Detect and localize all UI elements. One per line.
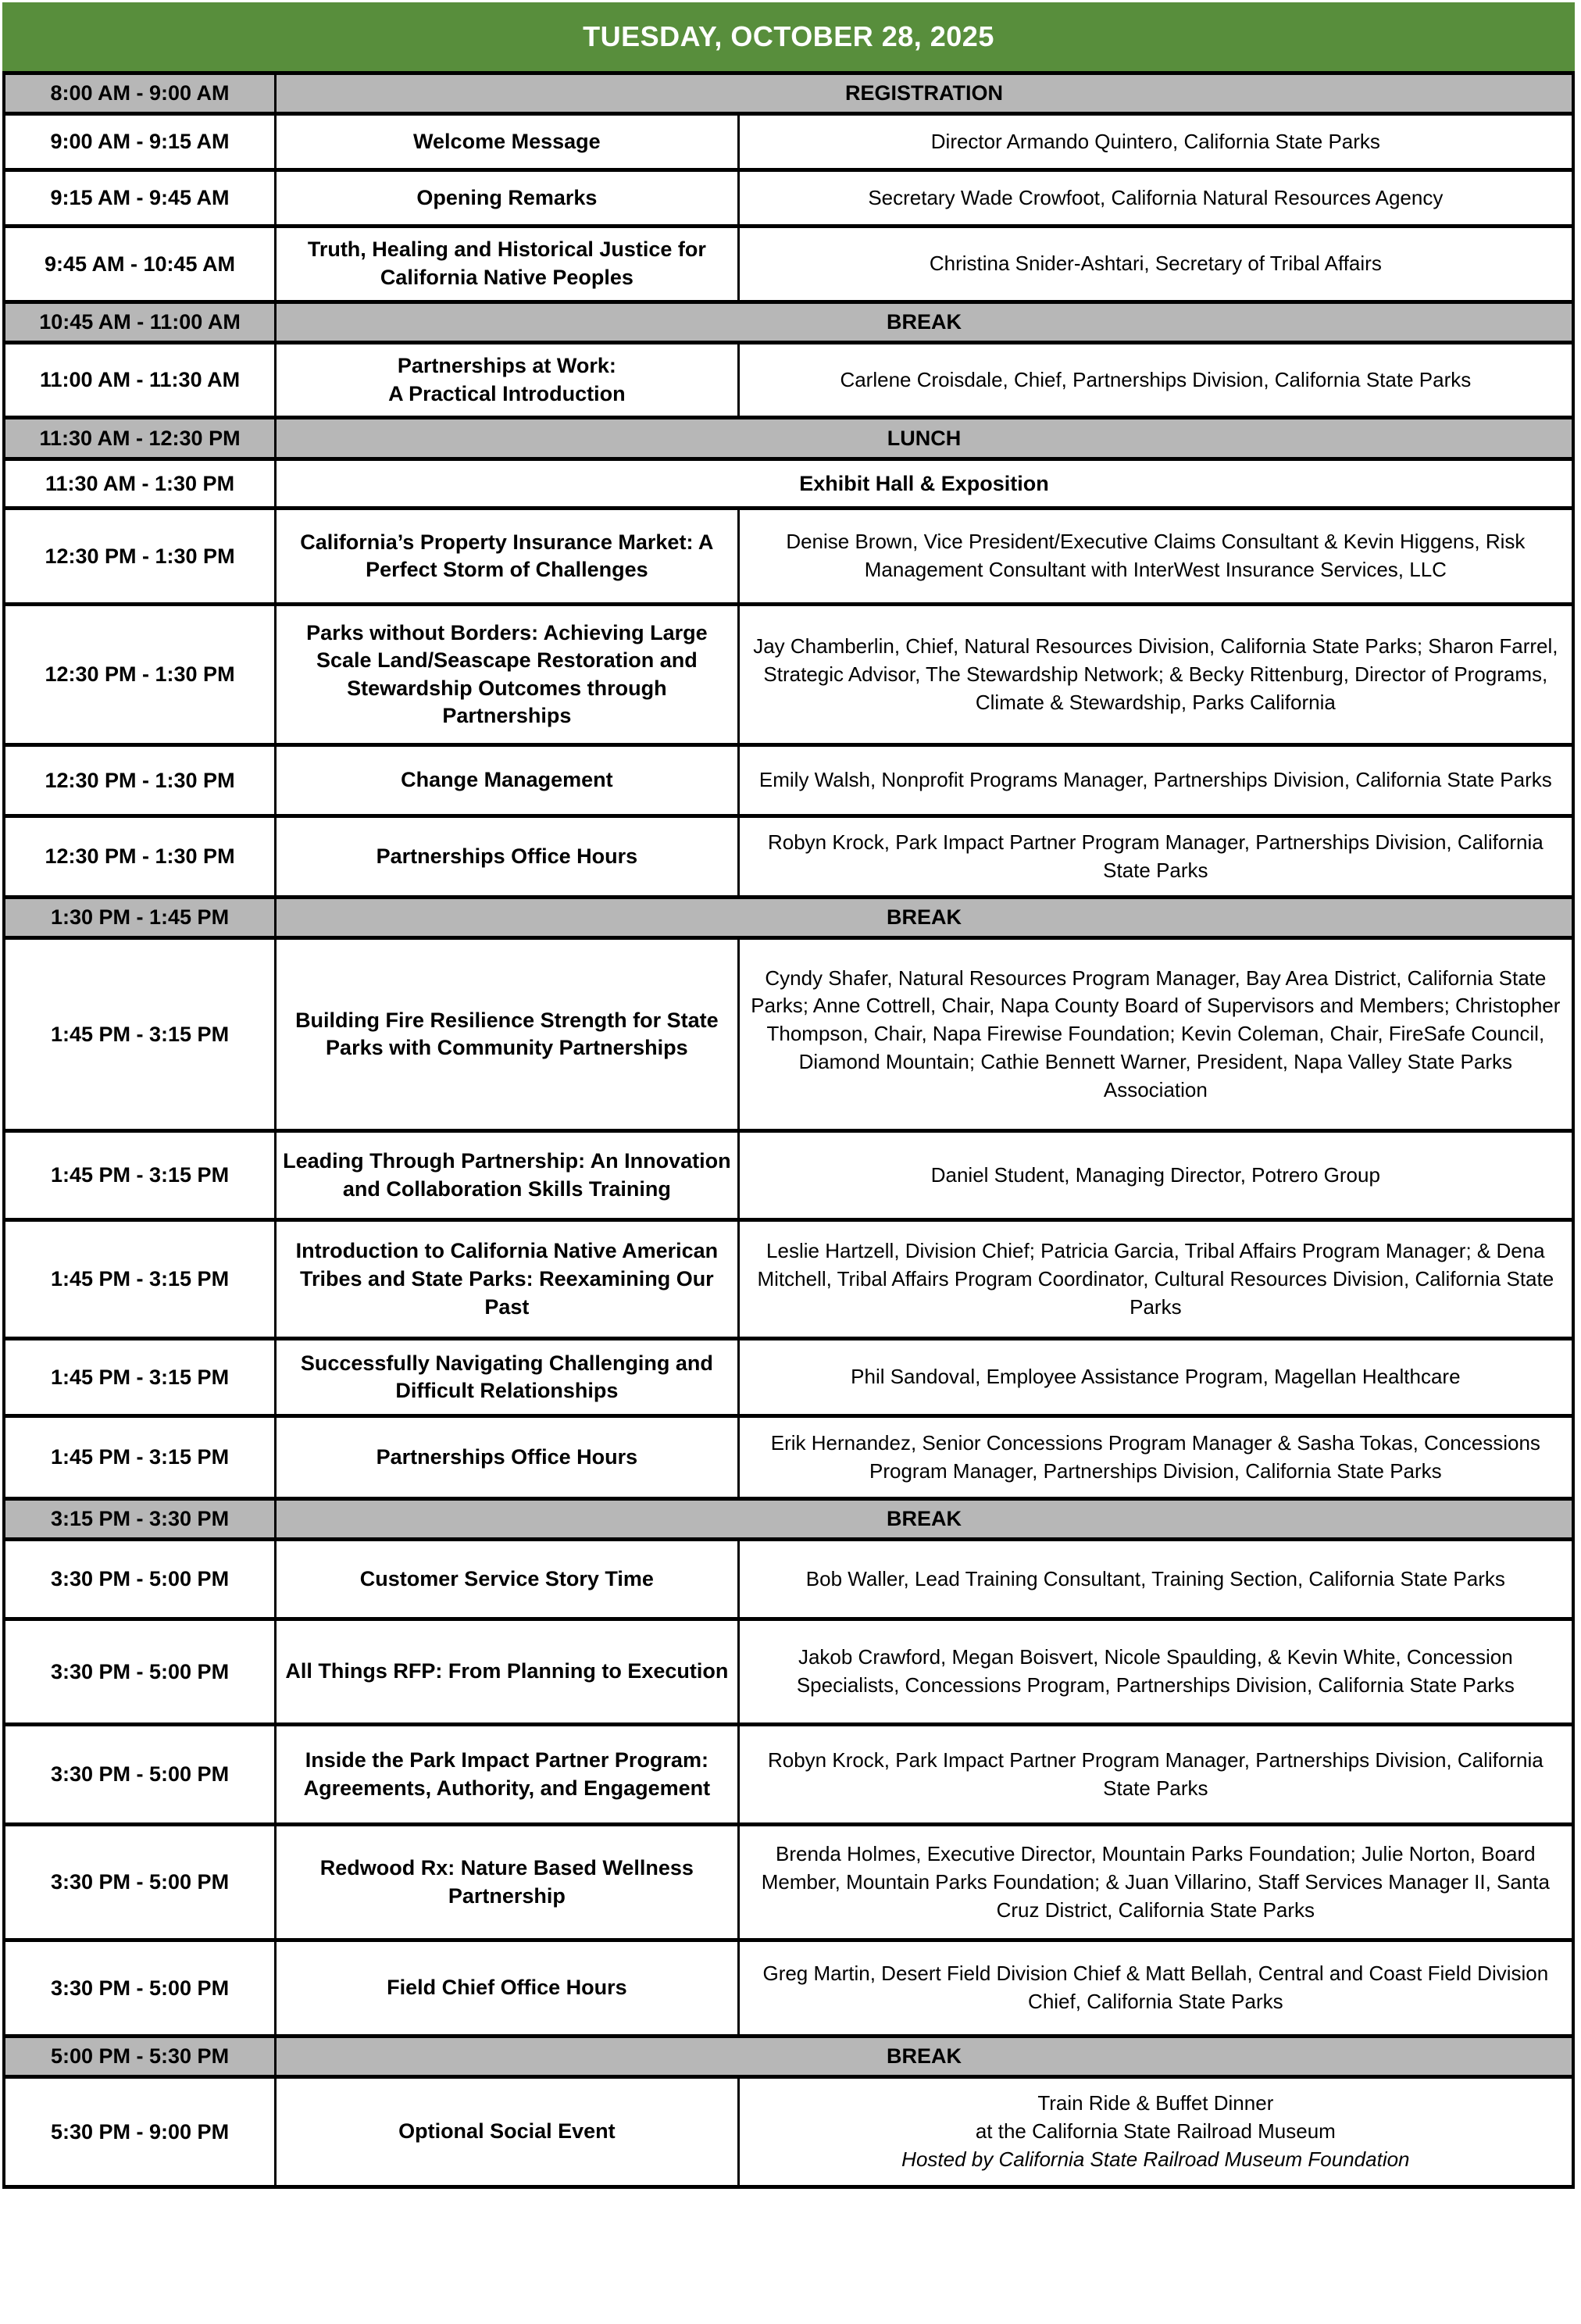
- session-title: [276, 509, 739, 605]
- schedule-rows: [4, 73, 1573, 2187]
- session-title-line: Opening Remarks: [416, 185, 598, 209]
- speaker-line: Robyn Krock, Park Impact Partner Program Manager, Partnerships Division, California State Parks: [767, 1747, 1544, 1800]
- time-cell: 1:45 PM - 3:15 PM: [4, 1131, 276, 1220]
- speaker-line: Secretary Wade Crowfoot, California Natural Resources Agency: [868, 185, 1444, 209]
- session-row: [4, 1825, 1573, 1940]
- time-cell: 3:30 PM - 5:00 PM: [4, 1825, 276, 1940]
- session-title: [276, 1619, 739, 1725]
- time-cell: 5:00 PM - 5:30 PM: [4, 2037, 276, 2077]
- session-title-line: California’s Property Insurance Market: A Perfect Storm of Challenges: [300, 530, 714, 582]
- session-title: [276, 938, 739, 1131]
- time-cell: 9:15 AM - 9:45 AM: [4, 170, 276, 227]
- time-cell: 3:30 PM - 5:00 PM: [4, 1725, 276, 1825]
- session-row: [4, 509, 1573, 605]
- session-speakers: [738, 1339, 1573, 1416]
- session-speakers: [738, 1725, 1573, 1825]
- session-speakers: [738, 509, 1573, 605]
- time-cell: 3:30 PM - 5:00 PM: [4, 1540, 276, 1619]
- session-row: [4, 2077, 1573, 2187]
- day-header: [2, 2, 1575, 71]
- time-cell: 12:30 PM - 1:30 PM: [4, 816, 276, 898]
- session-title: [276, 1940, 739, 2037]
- time-cell: 11:00 AM - 11:30 AM: [4, 343, 276, 418]
- session-title-line: All Things RFP: From Planning to Execution: [285, 1659, 729, 1683]
- session-speakers: [738, 2077, 1573, 2187]
- banner-label: Exhibit Hall & Exposition: [276, 459, 1573, 509]
- session-title-line: Customer Service Story Time: [359, 1566, 654, 1590]
- session-speakers: [738, 1619, 1573, 1725]
- session-title: [276, 1131, 739, 1220]
- session-title-line: Field Chief Office Hours: [387, 1976, 627, 2000]
- session-title: [276, 1339, 739, 1416]
- time-cell: 9:45 AM - 10:45 AM: [4, 227, 276, 302]
- session-speakers: [738, 605, 1573, 745]
- session-title-line: Redwood Rx: Nature Based Wellness Partnership: [319, 1856, 694, 1908]
- session-title: [276, 114, 739, 170]
- speaker-line: Carlene Croisdale, Chief, Partnerships Division, California State Parks: [840, 367, 1472, 391]
- session-speakers: [738, 1825, 1573, 1940]
- session-speakers: [738, 227, 1573, 302]
- session-row: [4, 1725, 1573, 1825]
- session-row: [4, 816, 1573, 898]
- session-title: [276, 745, 739, 816]
- banner-label: BREAK: [276, 1499, 1573, 1540]
- time-cell: 12:30 PM - 1:30 PM: [4, 605, 276, 745]
- speaker-line: Train Ride & Buffet Dinner: [1037, 2091, 1274, 2115]
- session-title: [276, 227, 739, 302]
- session-title: [276, 1540, 739, 1619]
- day-title: TUESDAY, OCTOBER 28, 2025: [583, 20, 994, 52]
- session-speakers: [738, 1131, 1573, 1220]
- banner-row: [4, 302, 1573, 343]
- session-row: [4, 1540, 1573, 1619]
- speaker-line: Emily Walsh, Nonprofit Programs Manager, Partnerships Division, California State Parks: [758, 768, 1552, 792]
- speaker-line: Jakob Crawford, Megan Boisvert, Nicole Spaulding, & Kevin White, Concession Specialists, Concessions Program, Partnerships Division, California State Parks: [796, 1645, 1515, 1697]
- banner-label: REGISTRATION: [276, 73, 1573, 114]
- time-cell: 9:00 AM - 9:15 AM: [4, 114, 276, 170]
- session-speakers: [738, 1540, 1573, 1619]
- session-row: [4, 1131, 1573, 1220]
- session-title-line: Partnerships Office Hours: [376, 844, 638, 868]
- speaker-line: Christina Snider-Ashtari, Secretary of Tribal Affairs: [929, 252, 1382, 276]
- session-title-line: Welcome Message: [413, 129, 601, 153]
- banner-row: [4, 2037, 1573, 2077]
- session-title-line: Successfully Navigating Challenging and Difficult Relationships: [300, 1351, 713, 1403]
- speaker-line: Erik Hernandez, Senior Concessions Program Manager & Sasha Tokas, Concessions Program Manager, Partnerships Division, California State Parks: [770, 1430, 1540, 1483]
- session-title: [276, 1825, 739, 1940]
- speaker-line: Bob Waller, Lead Training Consultant, Training Section, California State Parks: [805, 1566, 1505, 1590]
- session-row: [4, 114, 1573, 170]
- session-row: [4, 605, 1573, 745]
- banner-row: [4, 1499, 1573, 1540]
- banner-row: [4, 418, 1573, 459]
- session-title-line: Partnerships Office Hours: [376, 1444, 638, 1469]
- session-row: [4, 1220, 1573, 1339]
- speaker-line: Leslie Hartzell, Division Chief; Patricia Garcia, Tribal Affairs Program Manager; & Dena Mitchell, Tribal Affairs Program Coordinator, Cultural Resources Division, California State Parks: [757, 1238, 1554, 1319]
- speaker-line: Director Armando Quintero, California State Parks: [930, 129, 1380, 153]
- session-row: [4, 1416, 1573, 1499]
- session-row: [4, 170, 1573, 227]
- time-cell: 11:30 AM - 1:30 PM: [4, 459, 276, 509]
- session-title-line: A Practical Introduction: [388, 381, 626, 405]
- session-title: [276, 343, 739, 418]
- time-cell: 1:45 PM - 3:15 PM: [4, 1416, 276, 1499]
- session-title-line: Truth, Healing and Historical Justice for California Native Peoples: [307, 237, 706, 289]
- session-title: [276, 170, 739, 227]
- session-row: [4, 1339, 1573, 1416]
- time-cell: 8:00 AM - 9:00 AM: [4, 73, 276, 114]
- speaker-line: Daniel Student, Managing Director, Potrero Group: [930, 1162, 1380, 1187]
- session-speakers: [738, 816, 1573, 898]
- session-title-line: Leading Through Partnership: An Innovation and Collaboration Skills Training: [283, 1149, 731, 1201]
- time-cell: 3:15 PM - 3:30 PM: [4, 1499, 276, 1540]
- session-row: [4, 1619, 1573, 1725]
- session-title: [276, 605, 739, 745]
- session-row: [4, 938, 1573, 1131]
- session-row: [4, 343, 1573, 418]
- session-title: [276, 2077, 739, 2187]
- session-title: [276, 816, 739, 898]
- speaker-line: Phil Sandoval, Employee Assistance Program, Magellan Healthcare: [851, 1365, 1461, 1389]
- banner-label: BREAK: [276, 2037, 1573, 2077]
- speaker-line: Hosted by California State Railroad Museum Foundation: [901, 2147, 1410, 2172]
- session-title-line: Parks without Borders: Achieving Large Scale Land/Seascape Restoration and Stewardship Outcomes through Partnerships: [306, 620, 708, 728]
- speaker-line: Denise Brown, Vice President/Executive Claims Consultant & Kevin Higgens, Risk Management Consultant with InterWest Insurance Services, LLC: [786, 530, 1526, 582]
- session-title: [276, 1725, 739, 1825]
- session-row: [4, 1940, 1573, 2037]
- time-cell: 12:30 PM - 1:30 PM: [4, 509, 276, 605]
- time-cell: 11:30 AM - 12:30 PM: [4, 418, 276, 459]
- banner-row: [4, 459, 1573, 509]
- speaker-line: Robyn Krock, Park Impact Partner Program Manager, Partnerships Division, California State Parks: [767, 830, 1544, 882]
- session-speakers: [738, 1940, 1573, 2037]
- time-cell: 3:30 PM - 5:00 PM: [4, 1940, 276, 2037]
- session-title-line: Change Management: [401, 768, 613, 792]
- session-title-line: Building Fire Resilience Strength for State Parks with Community Partnerships: [295, 1008, 719, 1060]
- speaker-line: Cyndy Shafer, Natural Resources Program Manager, Bay Area District, California State Parks; Anne Cottrell, Chair, Napa County Board of Supervisors and Members; Christopher Thompson, Chair, Napa Firewise Foundation; Kevin Coleman, Chair, FireSafe Council, Diamond Mountain; Cathie Bennett Warner, President, Napa Valley State Parks Association: [751, 966, 1561, 1102]
- session-speakers: [738, 343, 1573, 418]
- time-cell: 1:45 PM - 3:15 PM: [4, 938, 276, 1131]
- time-cell: 10:45 AM - 11:00 AM: [4, 302, 276, 343]
- session-title-line: Introduction to California Native American Tribes and State Parks: Reexamining Our Past: [295, 1239, 719, 1319]
- time-cell: 1:45 PM - 3:15 PM: [4, 1220, 276, 1339]
- banner-label: LUNCH: [276, 418, 1573, 459]
- speaker-line: Jay Chamberlin, Chief, Natural Resources Division, California State Parks; Sharon Farrel, Strategic Advisor, The Stewardship Network; & Becky Rittenburg, Director of Programs, Climate & Stewardship, Parks California: [753, 634, 1558, 714]
- session-title-line: Optional Social Event: [398, 2119, 616, 2144]
- session-speakers: [738, 1220, 1573, 1339]
- speaker-line: Brenda Holmes, Executive Director, Mountain Parks Foundation; Julie Norton, Board Member, Mountain Parks Foundation; & Juan Villarino, Staff Services Manager II, Santa Cruz District, California State Parks: [761, 1841, 1550, 1922]
- speaker-line: at the California State Railroad Museum: [975, 2119, 1336, 2144]
- session-title: [276, 1416, 739, 1499]
- session-title-line: Partnerships at Work:: [397, 354, 616, 377]
- speaker-line: Greg Martin, Desert Field Division Chief & Matt Bellah, Central and Coast Field Division Chief, California State Parks: [762, 1962, 1549, 2014]
- session-title-line: Inside the Park Impact Partner Program: Agreements, Authority, and Engagement: [303, 1748, 711, 1800]
- session-row: [4, 745, 1573, 816]
- session-speakers: [738, 114, 1573, 170]
- time-cell: 1:45 PM - 3:15 PM: [4, 1339, 276, 1416]
- session-speakers: [738, 1416, 1573, 1499]
- session-speakers: [738, 745, 1573, 816]
- session-speakers: [738, 170, 1573, 227]
- time-cell: 12:30 PM - 1:30 PM: [4, 745, 276, 816]
- session-title: [276, 1220, 739, 1339]
- session-speakers: [738, 938, 1573, 1131]
- session-row: [4, 227, 1573, 302]
- banner-row: [4, 898, 1573, 938]
- time-cell: 3:30 PM - 5:00 PM: [4, 1619, 276, 1725]
- time-cell: 1:30 PM - 1:45 PM: [4, 898, 276, 938]
- banner-label: BREAK: [276, 898, 1573, 938]
- banner-label: BREAK: [276, 302, 1573, 343]
- schedule-table: [2, 71, 1575, 2189]
- banner-row: [4, 73, 1573, 114]
- time-cell: 5:30 PM - 9:00 PM: [4, 2077, 276, 2187]
